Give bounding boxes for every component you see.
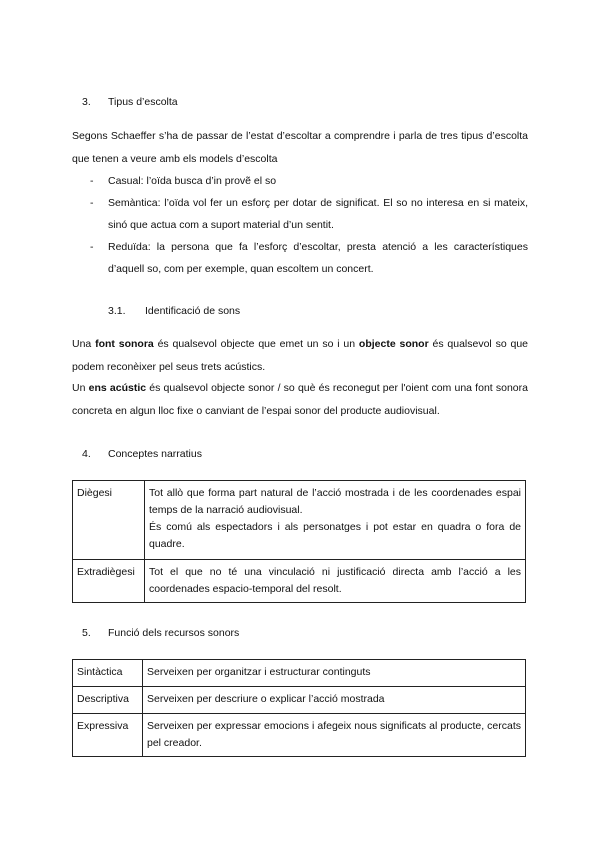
term-cell: Expressiva bbox=[73, 714, 143, 757]
term-cell: Extradiègesi bbox=[73, 560, 145, 603]
term-cell: Sintàctica bbox=[73, 660, 143, 687]
paragraph-ens-acustic bbox=[72, 377, 528, 423]
section-3-1-number: 3.1. bbox=[108, 305, 126, 317]
desc-cell: Serveixen per expressar emocions i afegeix nous significats al producte, cercats pel creador. bbox=[143, 714, 526, 757]
bullet-text: Reduïda: la persona que fa l’esforç d’escoltar, presta atenció a les característiques d’aquell so, com per exemple, quan escoltem un concert. bbox=[108, 241, 528, 275]
text: és qualsevol so que podem reconèixer pel seus trets acústics. bbox=[72, 338, 528, 373]
section-5-number: 5. bbox=[82, 627, 91, 639]
table-row bbox=[73, 687, 526, 714]
section-3-number: 3. bbox=[82, 96, 91, 108]
desc-text-2: És comú als espectadors i als personatges i pot estar en quadra o fora de quadre. bbox=[149, 521, 521, 550]
paragraph-font-sonora bbox=[72, 333, 528, 379]
table-row bbox=[73, 481, 526, 560]
text: és qualsevol objecte sonor / so què és reconegut per l'oient com una font sonora concreta en algun lloc fixe o canviant de l’espai sonor del producte audiovisual. bbox=[72, 382, 528, 417]
desc-cell: Tot el que no té una vinculació ni justificació directa amb l’acció a les coordenades espacio-temporal del resolt. bbox=[145, 560, 526, 603]
desc-text: Tot allò que forma part natural de l’acció mostrada i de les coordenades espai temps de la narració audiovisual. bbox=[149, 487, 521, 516]
text: Un bbox=[72, 382, 89, 394]
text: és qualsevol objecte que emet un so i un bbox=[153, 338, 359, 350]
section-3-title: Tipus d’escolta bbox=[108, 96, 178, 108]
bullet-text: Semàntica: l’oïda vol fer un esforç per dotar de significat. El so no interesa en si mateix, sinó que actua com a suport material d’un sentit. bbox=[108, 197, 528, 231]
desc-cell bbox=[145, 481, 526, 560]
bullet-text: Casual: l’oïda busca d’in provẽ el so bbox=[108, 175, 277, 187]
term-cell: Diègesi bbox=[73, 481, 145, 560]
bullet-dash: - bbox=[90, 241, 94, 253]
table-row bbox=[73, 714, 526, 757]
section-3-intro: Segons Schaeffer s’ha de passar de l’estat d’escoltar a comprendre i parla de tres tipus d’escolta que tenen a veure amb els models d’escolta bbox=[72, 130, 528, 165]
funcio-recursos-table bbox=[72, 659, 526, 757]
desc-cell: Serveixen per organitzar i estructurar continguts bbox=[143, 660, 526, 687]
section-4-number: 4. bbox=[82, 448, 91, 460]
section-3-1-title: Identificació de sons bbox=[145, 305, 241, 317]
term-cell: Descriptiva bbox=[73, 687, 143, 714]
term-ens-acustic: ens acústic bbox=[88, 382, 147, 394]
table-row bbox=[73, 660, 526, 687]
bullet-dash: - bbox=[90, 197, 94, 209]
conceptes-narratius-table bbox=[72, 480, 526, 603]
term-font-sonora: font sonora bbox=[95, 338, 154, 350]
bullet-dash: - bbox=[90, 175, 94, 187]
desc-cell: Serveixen per descriure o explicar l’acció mostrada bbox=[143, 687, 526, 714]
text: Una bbox=[72, 338, 96, 350]
term-objecte-sonor: objecte sonor bbox=[358, 338, 429, 350]
table-row bbox=[73, 560, 526, 603]
section-5-title: Funció dels recursos sonors bbox=[108, 627, 240, 639]
section-4-title: Conceptes narratius bbox=[108, 448, 202, 460]
